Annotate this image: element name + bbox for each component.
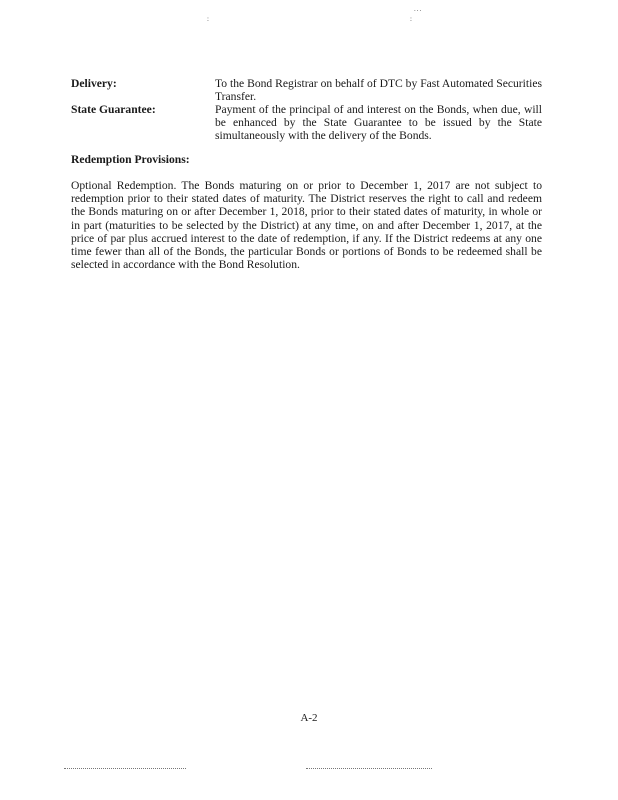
optional-redemption-paragraph: Optional Redemption. The Bonds maturing on or prior to December 1, 2017 are not subject to redemption prior to their stated dates of maturity. The District reserves the right to call and redeem the Bonds maturing on or after December 1, 2018, prior to their stated dates of maturity, in whole or in part (maturities to be selected by the District) at any time, on and after December 1, 2017, at the price of par plus accrued interest to the date of redemption, if any. If the District redeems at any one time fewer than all of the Bonds, the particular Bonds or portions of Bonds to be redeemed shall be selected in accordance with the Bond Resolution.: [71, 179, 542, 272]
scan-artifact-right: :: [410, 15, 413, 23]
scan-artifact-left: :: [207, 15, 210, 23]
delivery-value: To the Bond Registrar on behalf of DTC by Fast Automated Securities Transfer.: [215, 77, 542, 104]
footer-scan-line-left: [64, 768, 186, 770]
redemption-provisions-heading: Redemption Provisions:: [71, 153, 190, 166]
footer-scan-line-right: [306, 768, 432, 770]
scan-artifact-top: ...: [414, 5, 423, 13]
state-guarantee-value: Payment of the principal of and interest on the Bonds, when due, will be enhanced by the State Guarantee to be issued by the State simultaneously with the delivery of the Bonds.: [215, 103, 542, 143]
delivery-label: Delivery:: [71, 77, 117, 90]
page-number: A-2: [300, 712, 318, 724]
state-guarantee-label: State Guarantee:: [71, 103, 156, 116]
